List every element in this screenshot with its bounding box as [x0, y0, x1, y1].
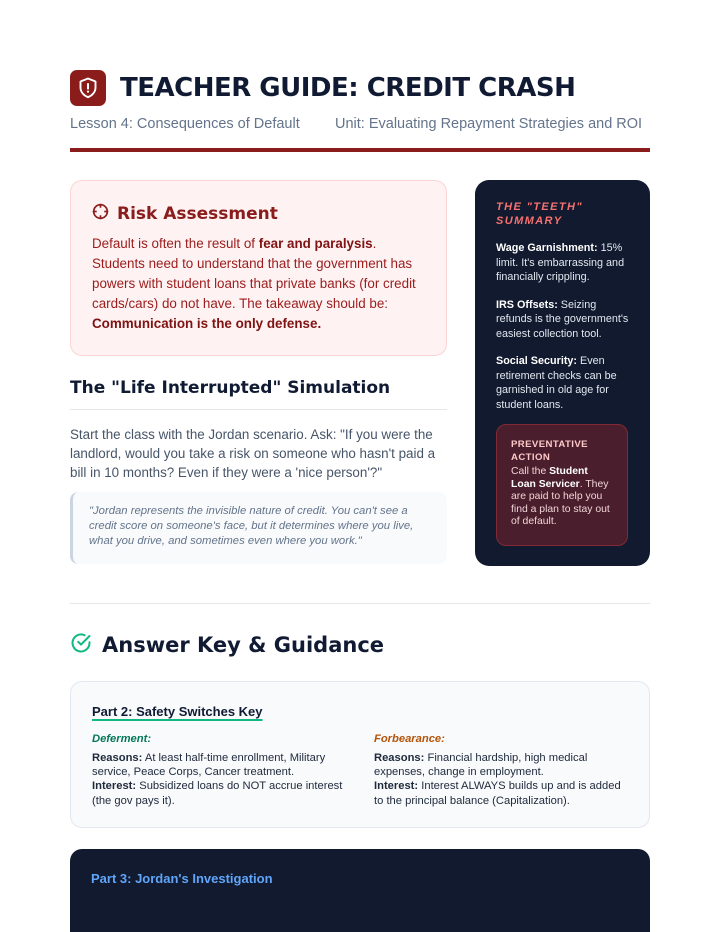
crosshair-icon: [92, 203, 109, 225]
teeth-item-label: IRS Offsets:: [496, 298, 558, 311]
prevent-text: . They are paid to help you find a plan to stay out of default.: [511, 478, 610, 527]
reasons-text: At least half-time enrollment, Military service, Peace Corps, Cancer treatment.: [92, 752, 326, 779]
risk-title: Risk Assessment: [117, 204, 278, 224]
risk-assessment-card: [70, 180, 447, 356]
deferment-heading: Deferment:: [92, 733, 152, 745]
teeth-item-text: Seizing refunds is the government's easiest collection tool.: [496, 298, 629, 340]
teeth-item: [496, 298, 629, 342]
teeth-item: [496, 241, 629, 285]
forbearance-column: [374, 732, 629, 808]
shield-alert-icon: [70, 70, 106, 106]
deferment-column: [92, 732, 347, 808]
risk-body-bold: fear and paralysis: [258, 236, 373, 251]
answer-key-header: [70, 630, 384, 660]
simulation-title: The "Life Interrupted" Simulation: [70, 378, 391, 398]
subtitle-row: [70, 116, 650, 132]
interest-label: Interest:: [374, 780, 419, 793]
simulation-body: Start the class with the Jordan scenario. Ask: "If you were the landlord, would you take a risk on someone who hasn't paid a bill in 10 months? Even if they were a 'nice person'?": [70, 427, 436, 480]
answer-key-title: Answer Key & Guidance: [102, 633, 385, 657]
risk-body-text: . Students need to understand that the government has powers with student loans that private banks (for credit cards/cars) do not have. The takeaway should be:: [92, 236, 416, 311]
reasons-label: Reasons:: [92, 752, 143, 764]
lesson-label: Lesson 4: Consequences of Default: [70, 116, 300, 132]
preventative-action-box: [496, 424, 628, 546]
risk-body: [92, 234, 425, 334]
teeth-item: [496, 354, 629, 412]
teeth-summary-title: THE "TEETH" SUMMARY: [496, 201, 583, 227]
interest-label: Interest:: [92, 780, 137, 793]
teeth-item-label: Wage Garnishment:: [496, 242, 598, 254]
part3-card: [70, 849, 650, 932]
interest-text: Subsidized loans do NOT accrue interest (the gov pays it).: [92, 780, 343, 807]
teeth-item-label: Social Security:: [496, 355, 578, 367]
risk-takeaway: Communication is the only defense.: [92, 316, 322, 331]
preventative-action-body: [511, 466, 613, 529]
deferment-text: [92, 751, 347, 808]
forbearance-text: [374, 751, 629, 808]
part3-title: Part 3: Jordan's Investigation: [91, 871, 273, 886]
interest-text: Interest ALWAYS builds up and is added to the principal balance (Capitalization).: [374, 780, 621, 807]
prevent-bold: Student Loan Servicer: [511, 466, 588, 490]
risk-header: [92, 203, 425, 225]
prevent-text: Call the: [511, 466, 550, 477]
reasons-text: Financial hardship, high medical expenses, change in employment.: [374, 752, 588, 779]
teeth-item-text: 15% limit. It's embarrassing and financially crippling.: [496, 242, 625, 283]
forbearance-heading: Forbearance:: [374, 733, 445, 745]
header-rule: [70, 148, 650, 152]
unit-label: Unit: Evaluating Repayment Strategies and ROI: [335, 116, 643, 132]
reasons-label: Reasons:: [374, 752, 425, 764]
check-circle-icon: [70, 632, 92, 659]
section-divider: [70, 603, 650, 604]
preventative-action-title: PREVENTATIVE ACTION: [511, 439, 588, 463]
part2-card: [70, 681, 650, 828]
teeth-item-text: Even retirement checks can be garnished in old age for student loans.: [496, 355, 617, 411]
simulation-rule: [70, 409, 447, 410]
risk-body-text: Default is often the result of: [92, 236, 259, 251]
page-title: TEACHER GUIDE: CREDIT CRASH: [120, 73, 576, 103]
jordan-quote: "Jordan represents the invisible nature of credit. You can't see a credit score on someone's face, but it determines where you live, what you drive, and sometimes even where you work.": [70, 492, 447, 564]
part2-title: Part 2: Safety Switches Key: [92, 704, 263, 719]
teeth-summary-panel: [475, 180, 650, 566]
